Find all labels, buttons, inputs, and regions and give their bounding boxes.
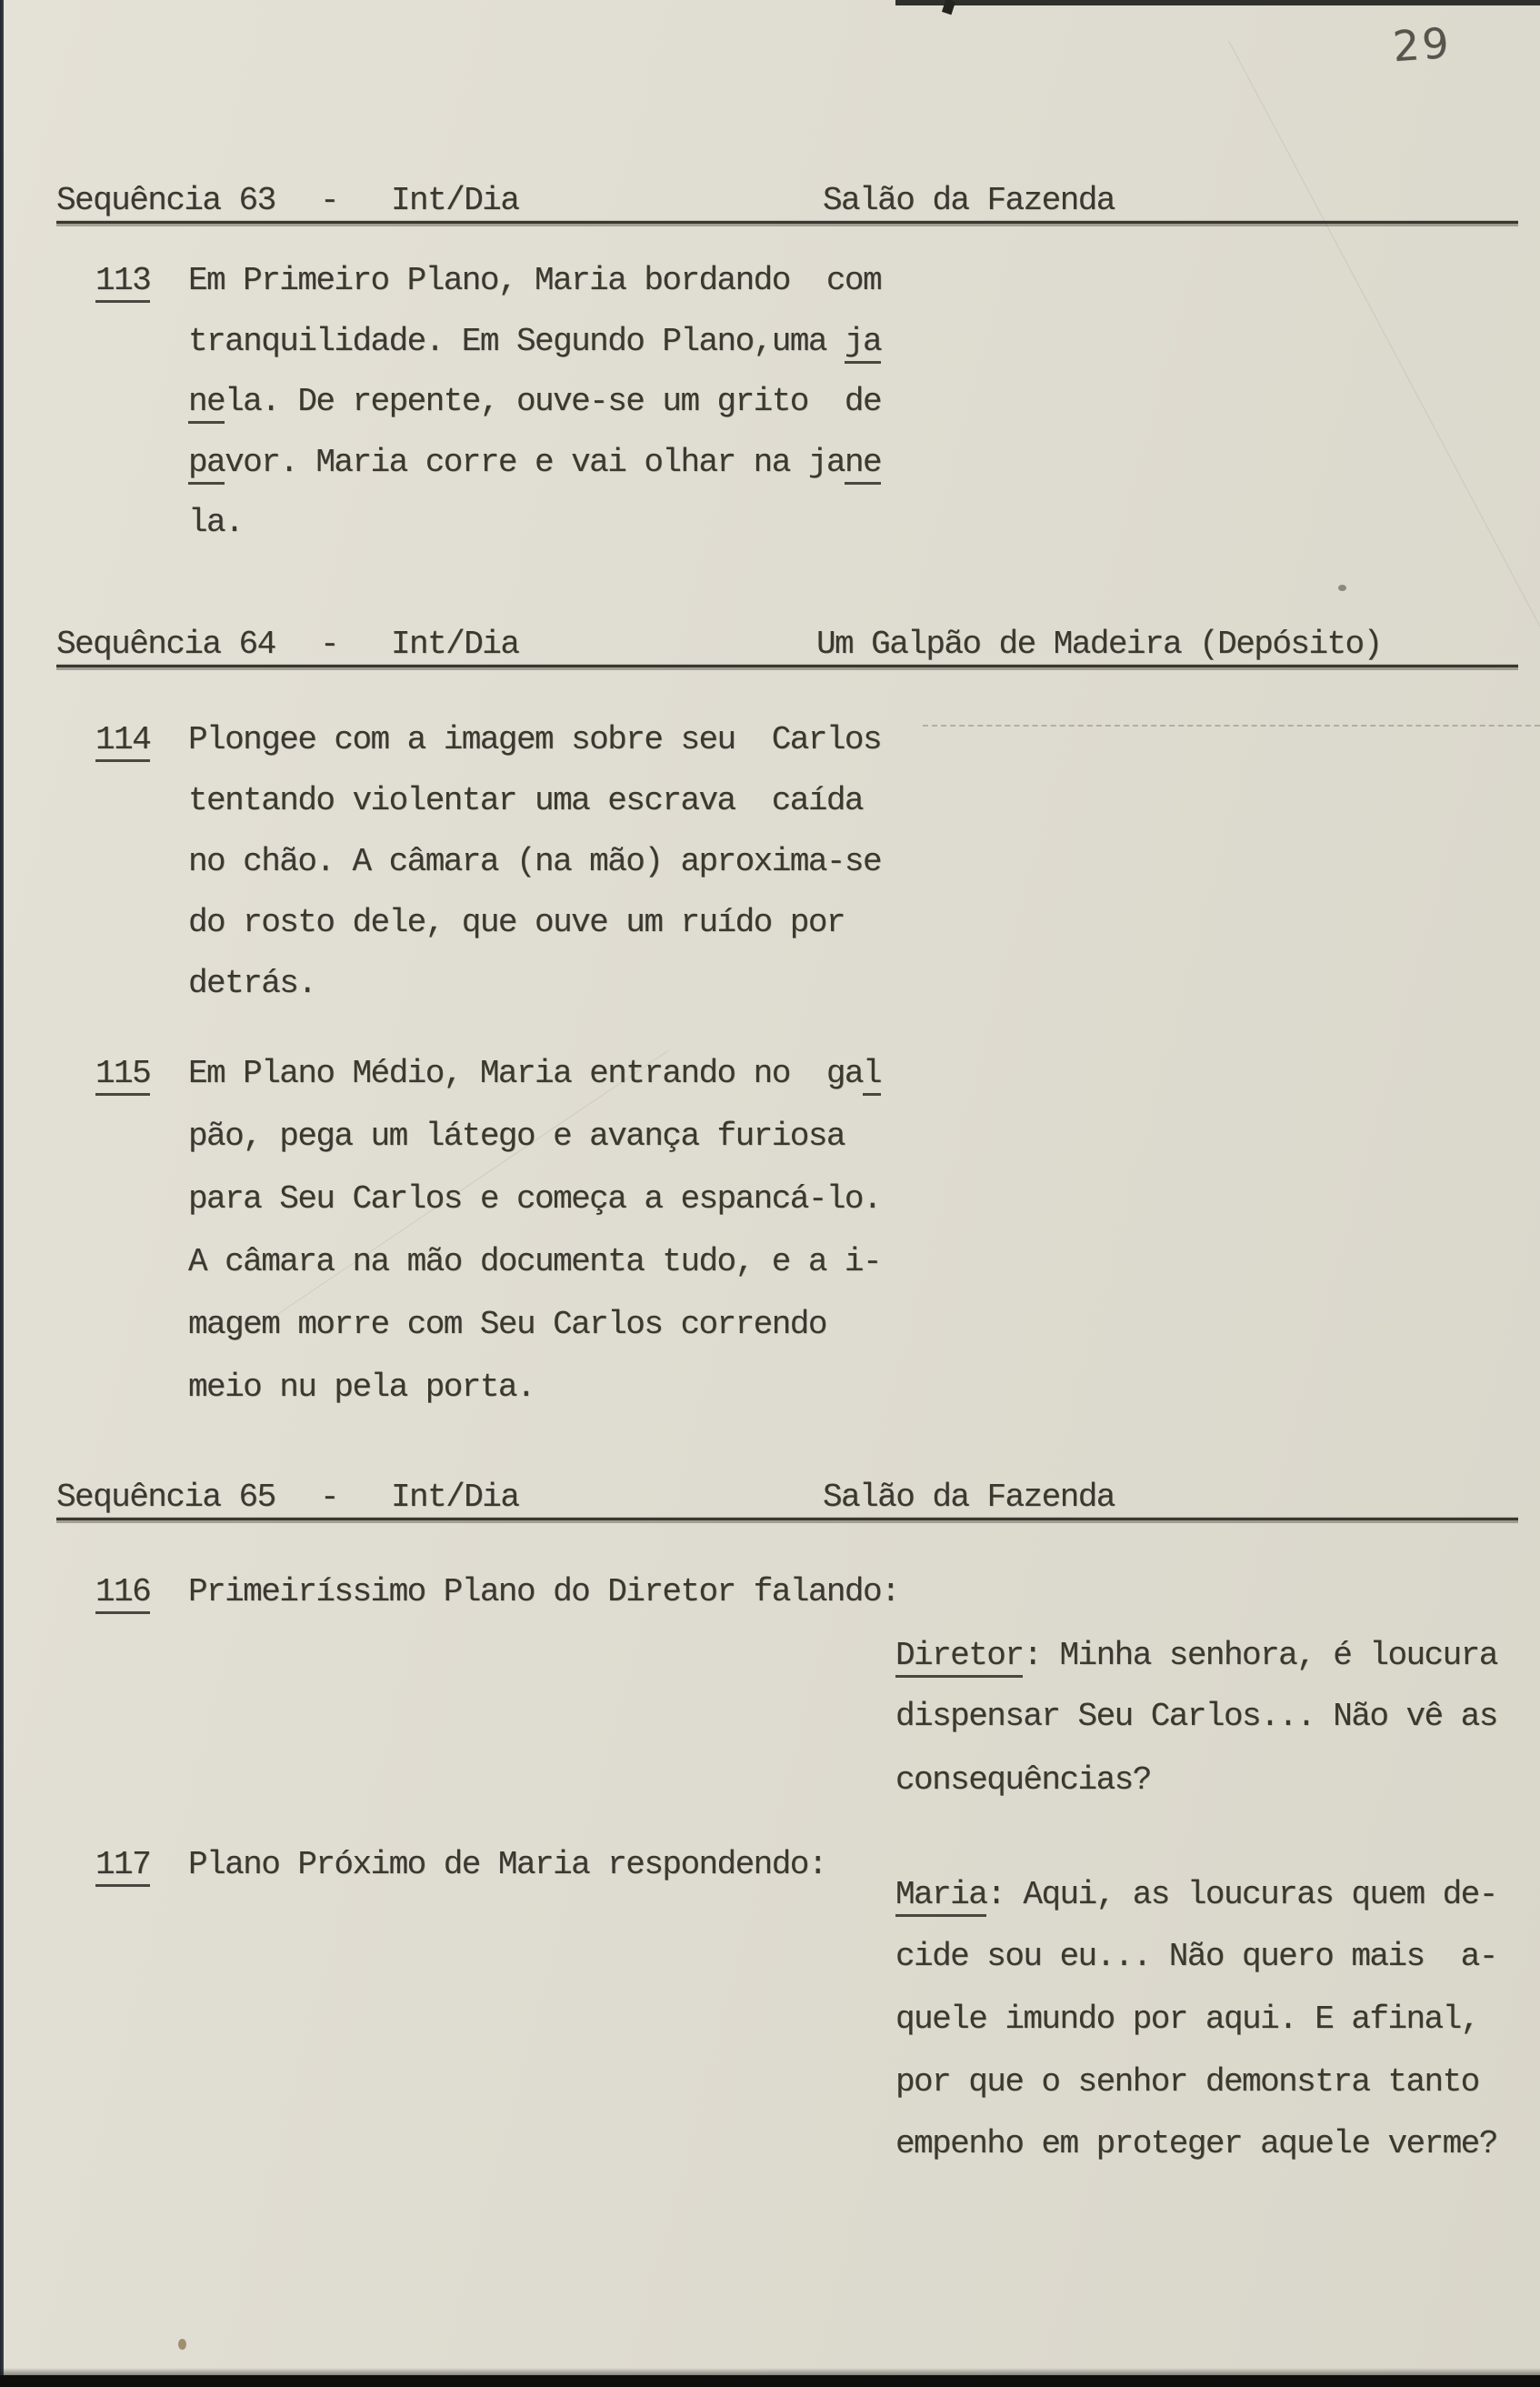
shot-number-text: 116 [95, 1573, 150, 1614]
line-text: la. [188, 504, 244, 541]
corner-mark [942, 0, 955, 15]
shot-114-line-4 [188, 903, 845, 943]
sequence-63-dash: - [320, 182, 339, 219]
diretor-dialogue-line-1 [895, 1636, 1497, 1676]
line-text: Primeiríssimo Plano do Diretor falando: [188, 1573, 900, 1610]
shot-number-text: 114 [95, 721, 150, 762]
line-text: A câmara na mão documenta tudo, e a i- [188, 1243, 882, 1280]
line-text-underlined: l [863, 1055, 881, 1096]
line-text: meio nu pela porta. [188, 1369, 535, 1406]
shot-113-line-3 [188, 382, 881, 422]
line-text: magem morre com Seu Carlos correndo [188, 1306, 826, 1343]
sequence-65-rule [56, 1518, 1518, 1520]
shot-116-number [95, 1572, 150, 1612]
line-text: Plongee com a imagem sobre seu Carlos [188, 721, 882, 758]
sequence-64-label: Sequência 64 [56, 626, 275, 663]
shot-114-line-1 [188, 720, 881, 760]
line-text: do rosto dele, que ouve um ruído por [188, 904, 845, 941]
line-text: para Seu Carlos e começa a espancá-lo. [188, 1180, 882, 1218]
speaker-name: Maria [895, 1876, 986, 1917]
line-text: no chão. A câmara (na mão) aproxima-se [188, 843, 882, 880]
shot-number-text: 113 [95, 262, 150, 303]
speaker-name: Diretor [895, 1637, 1023, 1678]
ink-dot [1338, 585, 1346, 591]
sequence-65-dash: - [320, 1479, 339, 1516]
line-text: tranquilidade. Em Segundo Plano,uma [188, 323, 845, 360]
shot-113-line-4 [188, 443, 881, 483]
sequence-64-location: Um Galpão de Madeira (Depósito) [816, 626, 1382, 663]
sequence-65-time: Int/Dia [391, 1479, 519, 1516]
shot-114-line-3 [188, 842, 881, 882]
dialogue-text: : Minha senhora, é loucura [1023, 1637, 1497, 1674]
sequence-63-label: Sequência 63 [56, 182, 275, 219]
maria-dialogue-line-2 [895, 1937, 1497, 1977]
sequence-63-time: Int/Dia [391, 182, 519, 219]
dialogue-text: : Aqui, as loucuras quem de- [986, 1876, 1497, 1913]
shot-115-line-3 [188, 1179, 881, 1219]
sequence-63-rule [56, 221, 1518, 224]
sequence-64-dash: - [320, 626, 339, 663]
line-text: tentando violentar uma escrava caída [188, 782, 863, 819]
dialogue-text: empenho em proteger aquele verme? [895, 2125, 1497, 2162]
shot-113-line-5 [188, 503, 243, 543]
top-edge-shadow [895, 0, 1540, 5]
shot-115-line-4 [188, 1242, 881, 1282]
shot-117-number [95, 1845, 150, 1885]
shot-number-text: 115 [95, 1055, 150, 1096]
shot-115-line-2 [188, 1117, 845, 1157]
diretor-dialogue-line-2 [895, 1697, 1497, 1737]
dialogue-text: por que o senhor demonstra tanto [895, 2063, 1479, 2101]
dialogue-text: cide sou eu... Não quero mais a- [895, 1938, 1497, 1975]
shot-114-number [95, 720, 150, 760]
shot-115-line-5 [188, 1305, 826, 1345]
line-text: pão, pega um látego e avança furiosa [188, 1118, 845, 1155]
bottom-edge-shadow [0, 2375, 1540, 2387]
line-text: Em Primeiro Plano, Maria bordando com [188, 262, 882, 299]
line-text: detrás. [188, 965, 316, 1002]
pencil-line [923, 725, 1540, 727]
shot-number-text: 117 [95, 1846, 150, 1887]
shot-117-line-1 [188, 1845, 826, 1885]
line-text: Em Plano Médio, Maria entrando no ga [188, 1055, 863, 1092]
maria-dialogue-line-3 [895, 2000, 1479, 2040]
shot-113-number [95, 261, 150, 301]
sequence-65-location: Salão da Fazenda [823, 1479, 1115, 1516]
sequence-65-label: Sequência 65 [56, 1479, 275, 1516]
shot-113-line-2 [188, 322, 881, 362]
maria-dialogue-line-1 [895, 1875, 1497, 1915]
page-number: 29 [1391, 17, 1454, 72]
left-edge-shadow [0, 0, 4, 2387]
line-text-underlined: ne [845, 444, 881, 485]
line-text: la. De repente, ouve-se um grito de [225, 383, 882, 420]
line-text: vor. Maria corre e vai olhar na ja [225, 444, 845, 481]
diretor-dialogue-line-3 [895, 1760, 1151, 1800]
bottom-edge-fade [0, 2368, 1540, 2375]
sequence-64-time: Int/Dia [391, 626, 519, 663]
shot-115-number [95, 1054, 150, 1094]
shot-116-line-1 [188, 1572, 899, 1612]
line-text-underlined: pa [188, 444, 225, 485]
stain-spot [178, 2339, 186, 2350]
dialogue-text: consequências? [895, 1761, 1151, 1799]
crease-line [1228, 41, 1540, 652]
line-text-underlined: ne [188, 383, 225, 424]
shot-115-line-1 [188, 1054, 881, 1094]
maria-dialogue-line-4 [895, 2062, 1479, 2102]
shot-114-line-5 [188, 964, 315, 1004]
maria-dialogue-line-5 [895, 2124, 1497, 2164]
shot-113-line-1 [188, 261, 881, 301]
dialogue-text: quele imundo por aqui. E afinal, [895, 2001, 1479, 2038]
shot-114-line-2 [188, 781, 863, 821]
line-text: Plano Próximo de Maria respondendo: [188, 1846, 826, 1883]
sequence-63-location: Salão da Fazenda [823, 182, 1115, 219]
dialogue-text: dispensar Seu Carlos... Não vê as [895, 1698, 1497, 1735]
line-text-underlined: ja [845, 323, 881, 364]
sequence-64-rule [56, 665, 1518, 667]
shot-115-line-6 [188, 1368, 535, 1408]
